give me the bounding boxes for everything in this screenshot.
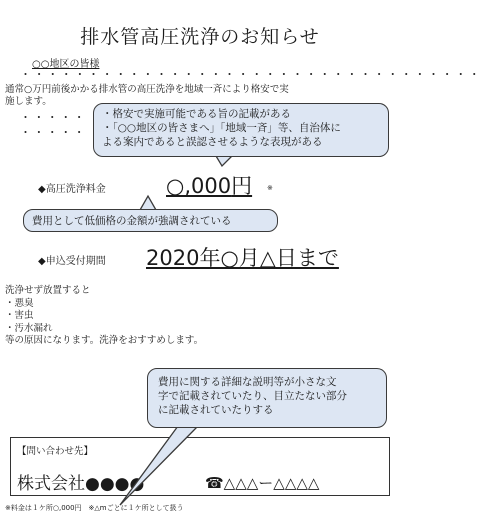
dots-left-1: ・・・・・	[20, 111, 87, 124]
deadline-value: 2020年○月△日まで	[146, 246, 339, 270]
greeting: ○○地区の皆様	[32, 59, 100, 70]
page-title: 排水管高圧洗浄のお知らせ	[80, 26, 320, 48]
callout-1-line-2: ・「○○地区の皆さまへ」「地域一斉」等、自治体に	[102, 122, 341, 134]
footnote: ※料金は１ケ所○,000円 ※△mごとに１ケ所として扱う	[5, 504, 184, 512]
callout-low-price-emphasis: 費用として低価格の金額が強調されている	[23, 209, 278, 232]
intro-line-1: 通常○万円前後かかる排水管の高圧洗浄を地域一斉により格安で実	[5, 84, 289, 95]
callout-3-line-2: 字で記載されていたり、目立たない部分	[158, 390, 347, 402]
company-name: 株式会社●●●●	[17, 474, 145, 494]
callout-cheap-price	[93, 103, 389, 157]
callout-1-line-1: ・格安で実施可能である旨の記載がある	[102, 108, 291, 120]
callout-1-pointer	[216, 156, 232, 166]
symptoms-intro: 洗浄せず放置すると	[5, 285, 91, 296]
callout-3-line-1: 費用に関する詳細な説明等が小さな文	[158, 376, 337, 388]
symptom-item: ・害虫	[5, 310, 34, 321]
callout-3-pointer	[120, 426, 198, 505]
price-value: ○,000	[166, 174, 232, 198]
price-note-mark: ※	[267, 184, 273, 192]
phone-number: ☎△△△ー△△△△	[205, 474, 320, 492]
price-unit: 円	[231, 174, 253, 198]
symptom-item: ・汚水漏れ	[5, 322, 53, 334]
price-label: ◆高圧洗浄料金	[38, 184, 106, 195]
intro-line-2: 施します。	[5, 96, 52, 107]
dots-left-2: ・・・・・	[20, 126, 87, 139]
deadline-label: ◆申込受付期間	[38, 256, 106, 267]
callout-3-line-3: に記載されていたりする	[158, 404, 274, 416]
dotted-divider: ・・・・・・・・・・・・・・・・・・・・・・・・・・・・・・・・・・	[20, 68, 482, 81]
callout-2-pointer	[140, 196, 156, 210]
callout-1-line-3: よる案内であると誤認させるような表現がある	[102, 136, 323, 148]
symptom-item: ・悪臭	[5, 297, 34, 309]
contact-header: 【問い合わせ先】	[17, 446, 94, 457]
symptoms-outro: 等の原因になります。洗浄をおすすめします。	[5, 335, 204, 346]
callout-fine-print	[147, 368, 387, 428]
